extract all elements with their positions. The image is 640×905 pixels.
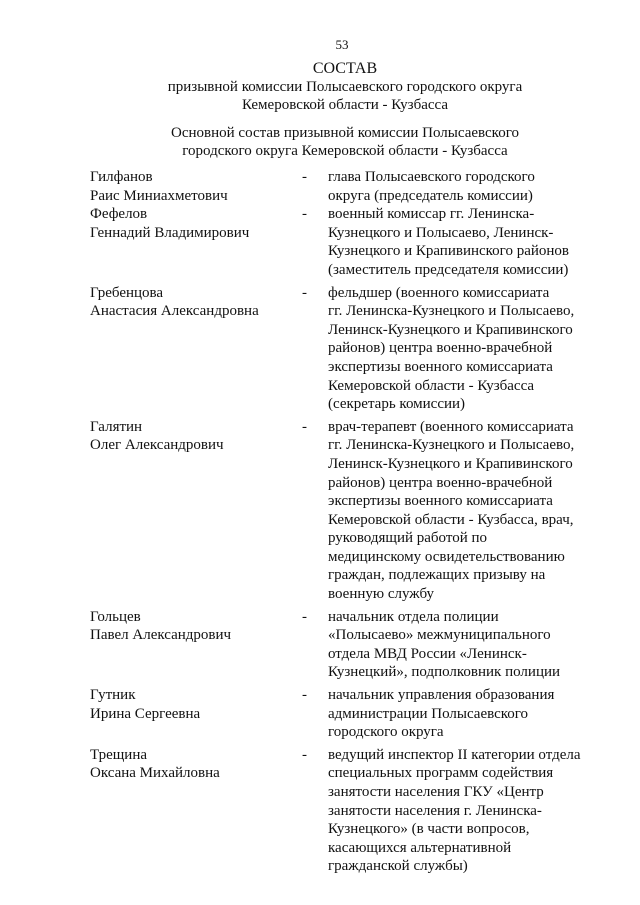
member-surname: Гутник bbox=[90, 687, 136, 704]
member-role-line: экспертизы военного комиссариата bbox=[328, 358, 553, 375]
member-name bbox=[90, 168, 302, 205]
member-dash: - bbox=[302, 608, 307, 625]
member-role-line: администрации Полысаевского bbox=[328, 705, 529, 722]
member-name bbox=[90, 418, 302, 604]
member-role-line: Кузнецкого» (в части вопросов, bbox=[328, 821, 530, 838]
member-dash: - bbox=[302, 746, 307, 763]
member-role-line: гг. Ленинска-Кузнецкого и Полысаево, bbox=[328, 303, 575, 320]
member-role bbox=[328, 418, 590, 604]
member-given-name: Оксана Михайловна bbox=[90, 765, 220, 782]
member-role-line: занятости населения ГКУ «Центр bbox=[328, 784, 544, 800]
member-role-line: (секретарь комиссии) bbox=[328, 396, 466, 413]
member-role-line: гг. Ленинска-Кузнецкого и Полысаево, bbox=[328, 437, 575, 454]
member-role-line: (заместитель председателя комиссии) bbox=[328, 261, 569, 278]
member-role-line: Ленинск-Кузнецкого и Крапивинского bbox=[328, 455, 573, 472]
member-role-line: районов) центра военно-врачебной bbox=[328, 340, 553, 357]
member-row bbox=[90, 686, 590, 742]
member-role-line: фельдшер (военного комиссариата bbox=[328, 284, 550, 301]
member-role-line: экспертизы военного комиссариата bbox=[328, 493, 553, 510]
member-role-line: врач-терапевт (военного комиссариата bbox=[328, 418, 574, 435]
member-row bbox=[90, 205, 590, 279]
member-role bbox=[328, 608, 590, 682]
member-dash: - bbox=[302, 206, 307, 223]
member-name bbox=[90, 686, 302, 742]
section-heading bbox=[120, 124, 570, 160]
member-row bbox=[90, 608, 590, 682]
member-role-line: районов) центра военно-врачебной bbox=[328, 474, 553, 491]
member-given-name: Олег Александрович bbox=[90, 437, 224, 454]
member-surname: Галятин bbox=[90, 418, 143, 435]
member-role-line: военную службу bbox=[328, 586, 435, 603]
member-role-line: Кузнецкого и Полысаево, Ленинск- bbox=[328, 224, 554, 241]
member-role-line: ведущий инспектор II категории отдела bbox=[328, 746, 581, 763]
member-given-name: Ирина Сергеевна bbox=[90, 705, 201, 722]
section-heading-line: Основной состав призывной комиссии Полысаевского bbox=[171, 125, 519, 141]
member-role bbox=[328, 205, 590, 279]
member-role-line: военный комиссар гг. Ленинска- bbox=[328, 206, 535, 223]
member-role-line: Кузнецкого и Крапивинского районов bbox=[328, 243, 570, 260]
member-role-line: занятости населения г. Ленинска- bbox=[328, 802, 542, 819]
member-role-line: начальник управления образования bbox=[328, 687, 555, 704]
member-role-line: граждан, подлежащих призыву на bbox=[328, 567, 546, 584]
member-role-line: Кемеровской области - Кузбасса bbox=[328, 377, 535, 394]
member-role-line: начальник отдела полиции bbox=[328, 608, 499, 625]
member-row bbox=[90, 746, 590, 876]
member-surname: Фефелов bbox=[90, 206, 148, 223]
header-line: призывной комиссии Полысаевского городского округа bbox=[167, 79, 523, 95]
member-name bbox=[90, 205, 302, 279]
member-given-name: Раис Миниахметович bbox=[90, 187, 228, 204]
member-given-name: Павел Александрович bbox=[90, 627, 232, 644]
member-given-name: Анастасия Александровна bbox=[90, 303, 259, 320]
member-row bbox=[90, 418, 590, 604]
section-heading-line: городского округа Кемеровской области - Кузбасса bbox=[182, 143, 508, 159]
member-role-line: городского округа bbox=[328, 724, 444, 741]
header-line: Кемеровской области - Кузбасса bbox=[241, 97, 449, 113]
member-role-line: руководящий работой по bbox=[328, 530, 488, 547]
member-row bbox=[90, 168, 590, 205]
document-title: СОСТАВ bbox=[312, 60, 378, 77]
member-role-line: Кемеровской области - Кузбасса, врач, bbox=[328, 511, 574, 528]
member-role-line: отдела МВД России «Ленинск- bbox=[328, 645, 527, 662]
member-row bbox=[90, 284, 590, 414]
member-dash: - bbox=[302, 169, 307, 185]
member-dash: - bbox=[302, 418, 307, 435]
member-role bbox=[328, 746, 590, 876]
member-surname: Гольцев bbox=[90, 608, 141, 625]
member-name bbox=[90, 608, 302, 682]
member-role-line: касающихся альтернативной bbox=[328, 839, 512, 856]
member-given-name: Геннадий Владимирович bbox=[90, 224, 250, 241]
member-role-line: Кузнецкий», подполковник полиции bbox=[328, 664, 561, 681]
member-role bbox=[328, 686, 590, 742]
member-name bbox=[90, 746, 302, 876]
member-role bbox=[328, 284, 590, 414]
member-dash: - bbox=[302, 284, 307, 301]
document-header bbox=[120, 60, 570, 114]
member-role-line: «Полысаево» межмуниципального bbox=[328, 627, 551, 644]
member-name bbox=[90, 284, 302, 414]
member-role-line: специальных программ содействия bbox=[328, 765, 554, 782]
member-surname: Гребенцова bbox=[90, 284, 164, 301]
member-surname: Гилфанов bbox=[90, 169, 153, 185]
page-number: 53 bbox=[335, 37, 349, 52]
member-surname: Трещина bbox=[90, 746, 148, 763]
member-role-line: округа (председатель комиссии) bbox=[328, 187, 533, 204]
members-list bbox=[90, 168, 590, 876]
member-role-line: Ленинск-Кузнецкого и Крапивинского bbox=[328, 321, 573, 338]
member-dash: - bbox=[302, 687, 307, 704]
member-role-line: глава Полысаевского городского bbox=[328, 169, 535, 185]
member-role-line: медицинскому освидетельствованию bbox=[328, 548, 565, 565]
member-role bbox=[328, 168, 590, 205]
member-role-line: гражданской службы) bbox=[328, 858, 468, 875]
